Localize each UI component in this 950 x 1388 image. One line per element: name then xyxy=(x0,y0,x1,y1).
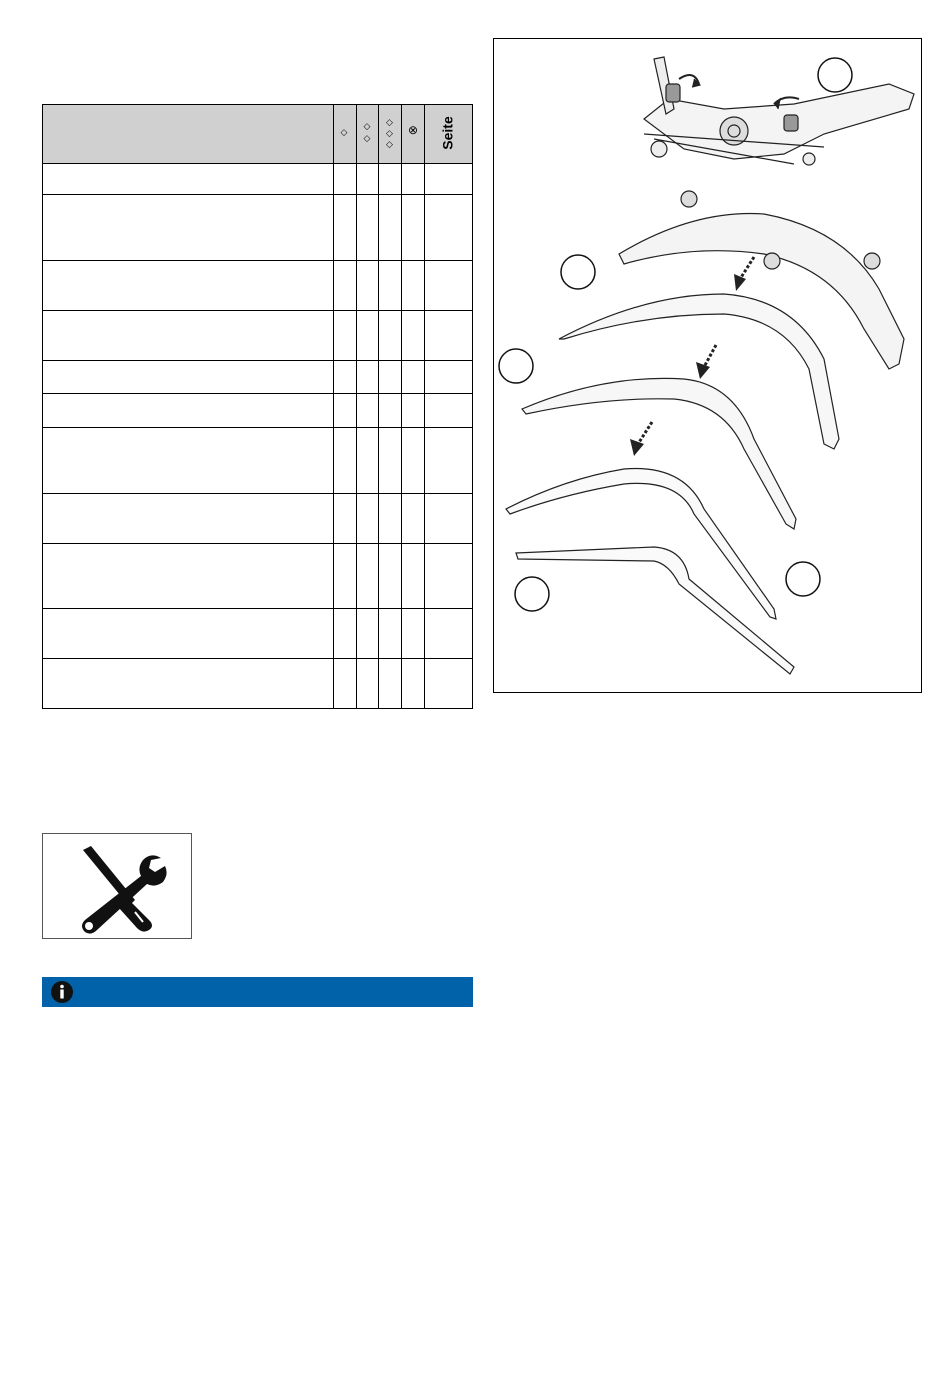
wrench-screwdriver-icon xyxy=(43,834,191,938)
exploded-view-drawing xyxy=(494,39,921,692)
level-3-symbol: ◇ ◇ ◇ xyxy=(386,117,393,149)
callout-circle-5 xyxy=(515,577,549,611)
inner-cover-part xyxy=(522,378,796,529)
page-column-header: Seite xyxy=(440,116,456,150)
housing-part xyxy=(619,191,904,369)
level-2-symbol: ◇ ◇ xyxy=(363,121,371,143)
callout-circle-3 xyxy=(499,349,533,383)
seal-strip-part xyxy=(516,547,794,674)
info-note-bar xyxy=(42,977,473,1007)
replace-symbol: ⊗ xyxy=(407,123,419,137)
info-icon xyxy=(48,977,78,1007)
exploded-figure xyxy=(493,38,922,693)
callout-circle-4 xyxy=(786,562,820,596)
callout-circle-2 xyxy=(561,255,595,289)
guard-assembly xyxy=(644,57,914,165)
tool-icon-box xyxy=(42,833,192,939)
level-1-symbol: ◇ xyxy=(340,127,348,137)
callout-circle-1 xyxy=(818,58,852,92)
